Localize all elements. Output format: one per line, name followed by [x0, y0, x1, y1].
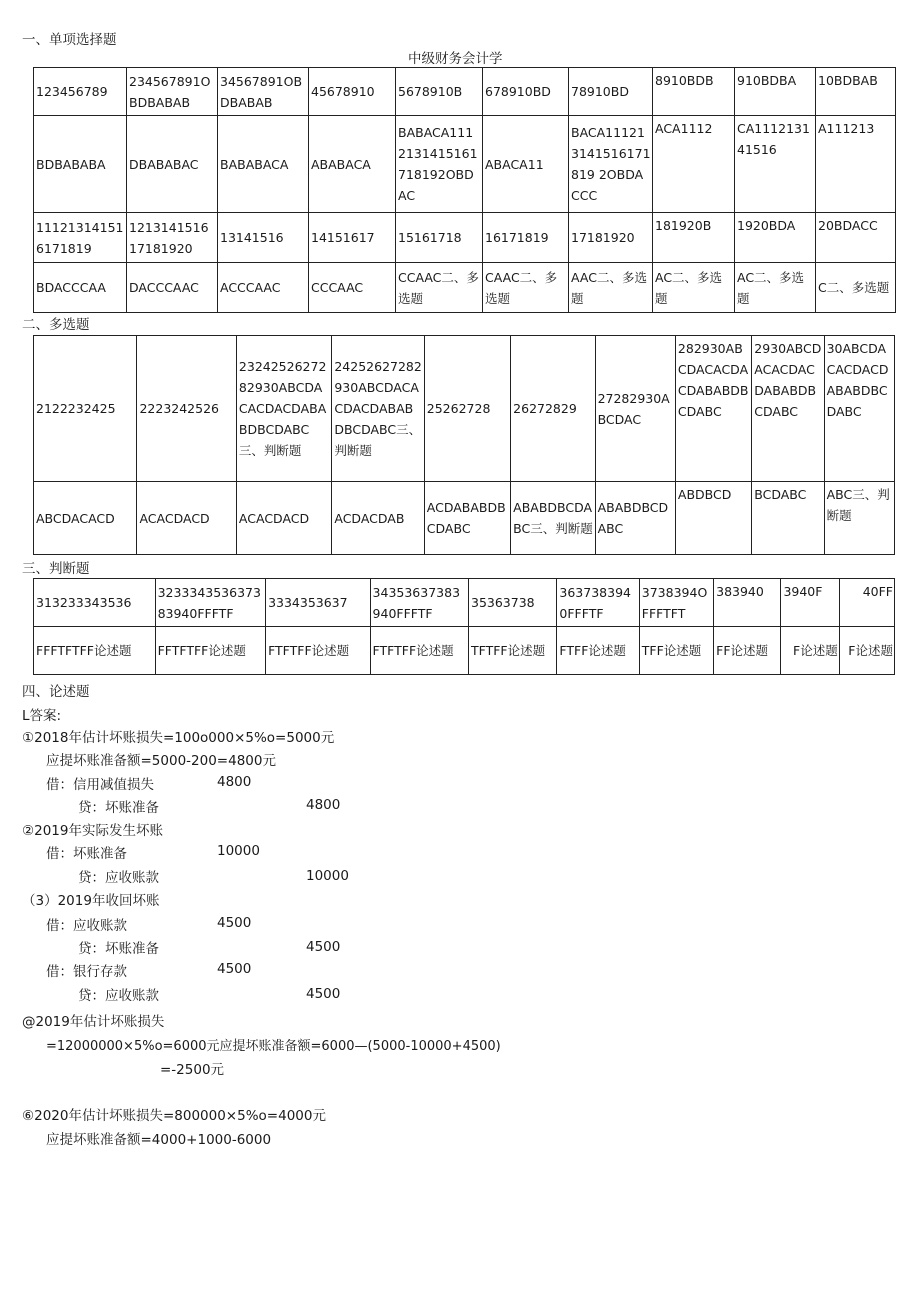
table-row: [34, 68, 896, 116]
journal-amount: 10000: [217, 843, 260, 859]
journal-amount: 4500: [217, 915, 252, 931]
table-cell: ACA1112: [653, 116, 735, 213]
table-cell: CA111213141516: [735, 116, 816, 213]
table-cell: DBABABAC: [127, 116, 218, 213]
journal-debit-account: 借：应收账款: [46, 918, 127, 934]
table-cell: 24252627282930ABCDACACDACDABABDBCDABC三、判断题: [332, 336, 424, 482]
table-cell: ACCCAAC: [218, 263, 309, 313]
table-row: [34, 482, 895, 555]
table-cell: 3334353637: [266, 579, 370, 627]
table-cell: 45678910: [309, 68, 396, 116]
table-cell: 282930ABCDACACDACDABABDBCDABC: [675, 336, 751, 482]
essay-line: 应提坏账准备额=5000-200=4800元: [46, 753, 276, 769]
journal-amount: 4500: [306, 939, 341, 955]
table-cell: ABCDACACD: [34, 482, 137, 555]
table-cell: ABDBCD: [675, 482, 751, 555]
table-cell: TFTFF论述题: [469, 627, 557, 675]
table-cell: F论述题: [781, 627, 839, 675]
table-cell: BDACCCAA: [34, 263, 127, 313]
table-cell: ABC三、判断题: [824, 482, 894, 555]
table-cell: TFF论述题: [639, 627, 713, 675]
table-cell: BDBABABA: [34, 116, 127, 213]
essay-line: =-2500元: [160, 1062, 225, 1078]
table-cell: 123456789: [34, 68, 127, 116]
table-cell: 15161718: [396, 213, 483, 263]
table-cell: BABABACA: [218, 116, 309, 213]
table-cell: 910BDBA: [735, 68, 816, 116]
table-cell: 8910BDB: [653, 68, 735, 116]
table-cell: 25262728: [424, 336, 510, 482]
journal-credit-account: 贷：应收账款: [78, 988, 159, 1004]
essay-line: ①2018年估计坏账损失=100o000×5%o=5000元: [22, 730, 335, 746]
table-cell: 313233343536: [34, 579, 156, 627]
table-row: [34, 116, 896, 213]
essay-line: 应提坏账准备额=4000+1000-6000: [46, 1132, 272, 1148]
table-cell: 3637383940FFFTF: [557, 579, 639, 627]
table-cell: ABABACA: [309, 116, 396, 213]
table-cell: CAAC二、多选题: [483, 263, 569, 313]
table-cell: 678910BD: [483, 68, 569, 116]
table-cell: 2223242526: [137, 336, 236, 482]
journal-amount: 4500: [217, 961, 252, 977]
table-cell: ACDACDAB: [332, 482, 424, 555]
journal-credit-account: 贷：应收账款: [78, 870, 159, 886]
table-cell: 40FF: [839, 579, 894, 627]
table-cell: 78910BD: [569, 68, 653, 116]
table-cell: FF论述题: [714, 627, 781, 675]
table-cell: ACACDACD: [137, 482, 236, 555]
table-cell: BABACA1112131415161718192OBDAC: [396, 116, 483, 213]
table-cell: 10BDBAB: [816, 68, 896, 116]
table-cell: BACA111213141516171819 2OBDACCC: [569, 116, 653, 213]
table-cell: AC二、多选题: [653, 263, 735, 313]
table-cell: ABABDBCDABC三、判断题: [511, 482, 595, 555]
table-cell: 234567891OBDBABAB: [127, 68, 218, 116]
table-cell: 383940: [714, 579, 781, 627]
table-cell: 13141516: [218, 213, 309, 263]
table-row: [34, 263, 896, 313]
table-cell: 17181920: [569, 213, 653, 263]
journal-debit-account: 借：信用减值损失: [46, 777, 154, 793]
answer-label: L答案:: [22, 708, 62, 724]
section-heading-essay: 四、论述题: [22, 684, 90, 700]
table-cell: 26272829: [511, 336, 595, 482]
table-cell: 1920BDA: [735, 213, 816, 263]
table-cell: AC二、多选题: [735, 263, 816, 313]
section-heading-true-false: 三、判断题: [22, 561, 90, 577]
essay-line: ②2019年实际发生坏账: [22, 823, 163, 839]
essay-line: ⑥2020年估计坏账损失=800000×5%o=4000元: [22, 1108, 326, 1124]
journal-amount: 10000: [306, 868, 349, 884]
essay-line: =12000000×5%o=6000元应提坏账准备额=6000—(5000-10000+4500): [46, 1039, 501, 1054]
table-cell: FTFF论述题: [557, 627, 639, 675]
table-cell: 35363738: [469, 579, 557, 627]
table-cell: FFTFTFF论述题: [155, 627, 266, 675]
table-cell: BCDABC: [752, 482, 824, 555]
table-cell: 2324252627282930ABCDACACDACDABABDBCDABC三、判断题: [236, 336, 331, 482]
table-cell: ABABDBCDABC: [595, 482, 675, 555]
table-cell: 34353637383940FFFTF: [370, 579, 468, 627]
table-cell: 3940F: [781, 579, 839, 627]
table-row: [34, 627, 895, 675]
table-cell: 323334353637383940FFFTF: [155, 579, 266, 627]
table-cell: AAC二、多选题: [569, 263, 653, 313]
table-cell: 14151617: [309, 213, 396, 263]
table-cell: 30ABCDACACDACDABABDBCDABC: [824, 336, 894, 482]
journal-amount: 4500: [306, 986, 341, 1002]
table-cell: ACACDACD: [236, 482, 331, 555]
journal-credit-account: 贷：坏账准备: [78, 941, 159, 957]
section-heading-multiple-choice: 二、多选题: [22, 317, 90, 333]
table-cell: 34567891OBDBABAB: [218, 68, 309, 116]
table-cell: F论述题: [839, 627, 894, 675]
table-cell: ABACA11: [483, 116, 569, 213]
table-cell: 20BDACC: [816, 213, 896, 263]
journal-amount: 4800: [217, 774, 252, 790]
table-cell: 3738394OFFFTFT: [639, 579, 713, 627]
table-cell: ACDABABDBCDABC: [424, 482, 510, 555]
table-cell: CCCAAC: [309, 263, 396, 313]
journal-credit-account: 贷：坏账准备: [78, 800, 159, 816]
table-cell: FTFTFF论述题: [370, 627, 468, 675]
table-row: [34, 213, 896, 263]
table-cell: CCAAC二、多选题: [396, 263, 483, 313]
true-false-answer-table: [33, 578, 895, 675]
document-title: 中级财务会计学: [408, 51, 503, 67]
table-cell: 2122232425: [34, 336, 137, 482]
essay-line: @2019年估计坏账损失: [22, 1014, 165, 1030]
section-heading-single-choice: 一、单项选择题: [22, 32, 117, 48]
journal-amount: 4800: [306, 797, 341, 813]
table-cell: 111213141516171819: [34, 213, 127, 263]
table-cell: 27282930ABCDAC: [595, 336, 675, 482]
table-cell: 16171819: [483, 213, 569, 263]
table-cell: 121314151617181920: [127, 213, 218, 263]
table-cell: 5678910B: [396, 68, 483, 116]
table-cell: FTFTFF论述题: [266, 627, 370, 675]
journal-debit-account: 借：银行存款: [46, 964, 127, 980]
essay-line: （3）2019年收回坏账: [22, 893, 160, 909]
table-row: [34, 579, 895, 627]
table-cell: 2930ABCDACACDACDABABDBCDABC: [752, 336, 824, 482]
table-cell: A111213: [816, 116, 896, 213]
table-row: [34, 336, 895, 482]
table-cell: C二、多选题: [816, 263, 896, 313]
table-cell: DACCCAAC: [127, 263, 218, 313]
multiple-choice-answer-table: [33, 335, 895, 555]
table-cell: 181920B: [653, 213, 735, 263]
table-cell: FFFTFTFF论述题: [34, 627, 156, 675]
single-choice-answer-table: [33, 67, 896, 313]
journal-debit-account: 借：坏账准备: [46, 846, 127, 862]
